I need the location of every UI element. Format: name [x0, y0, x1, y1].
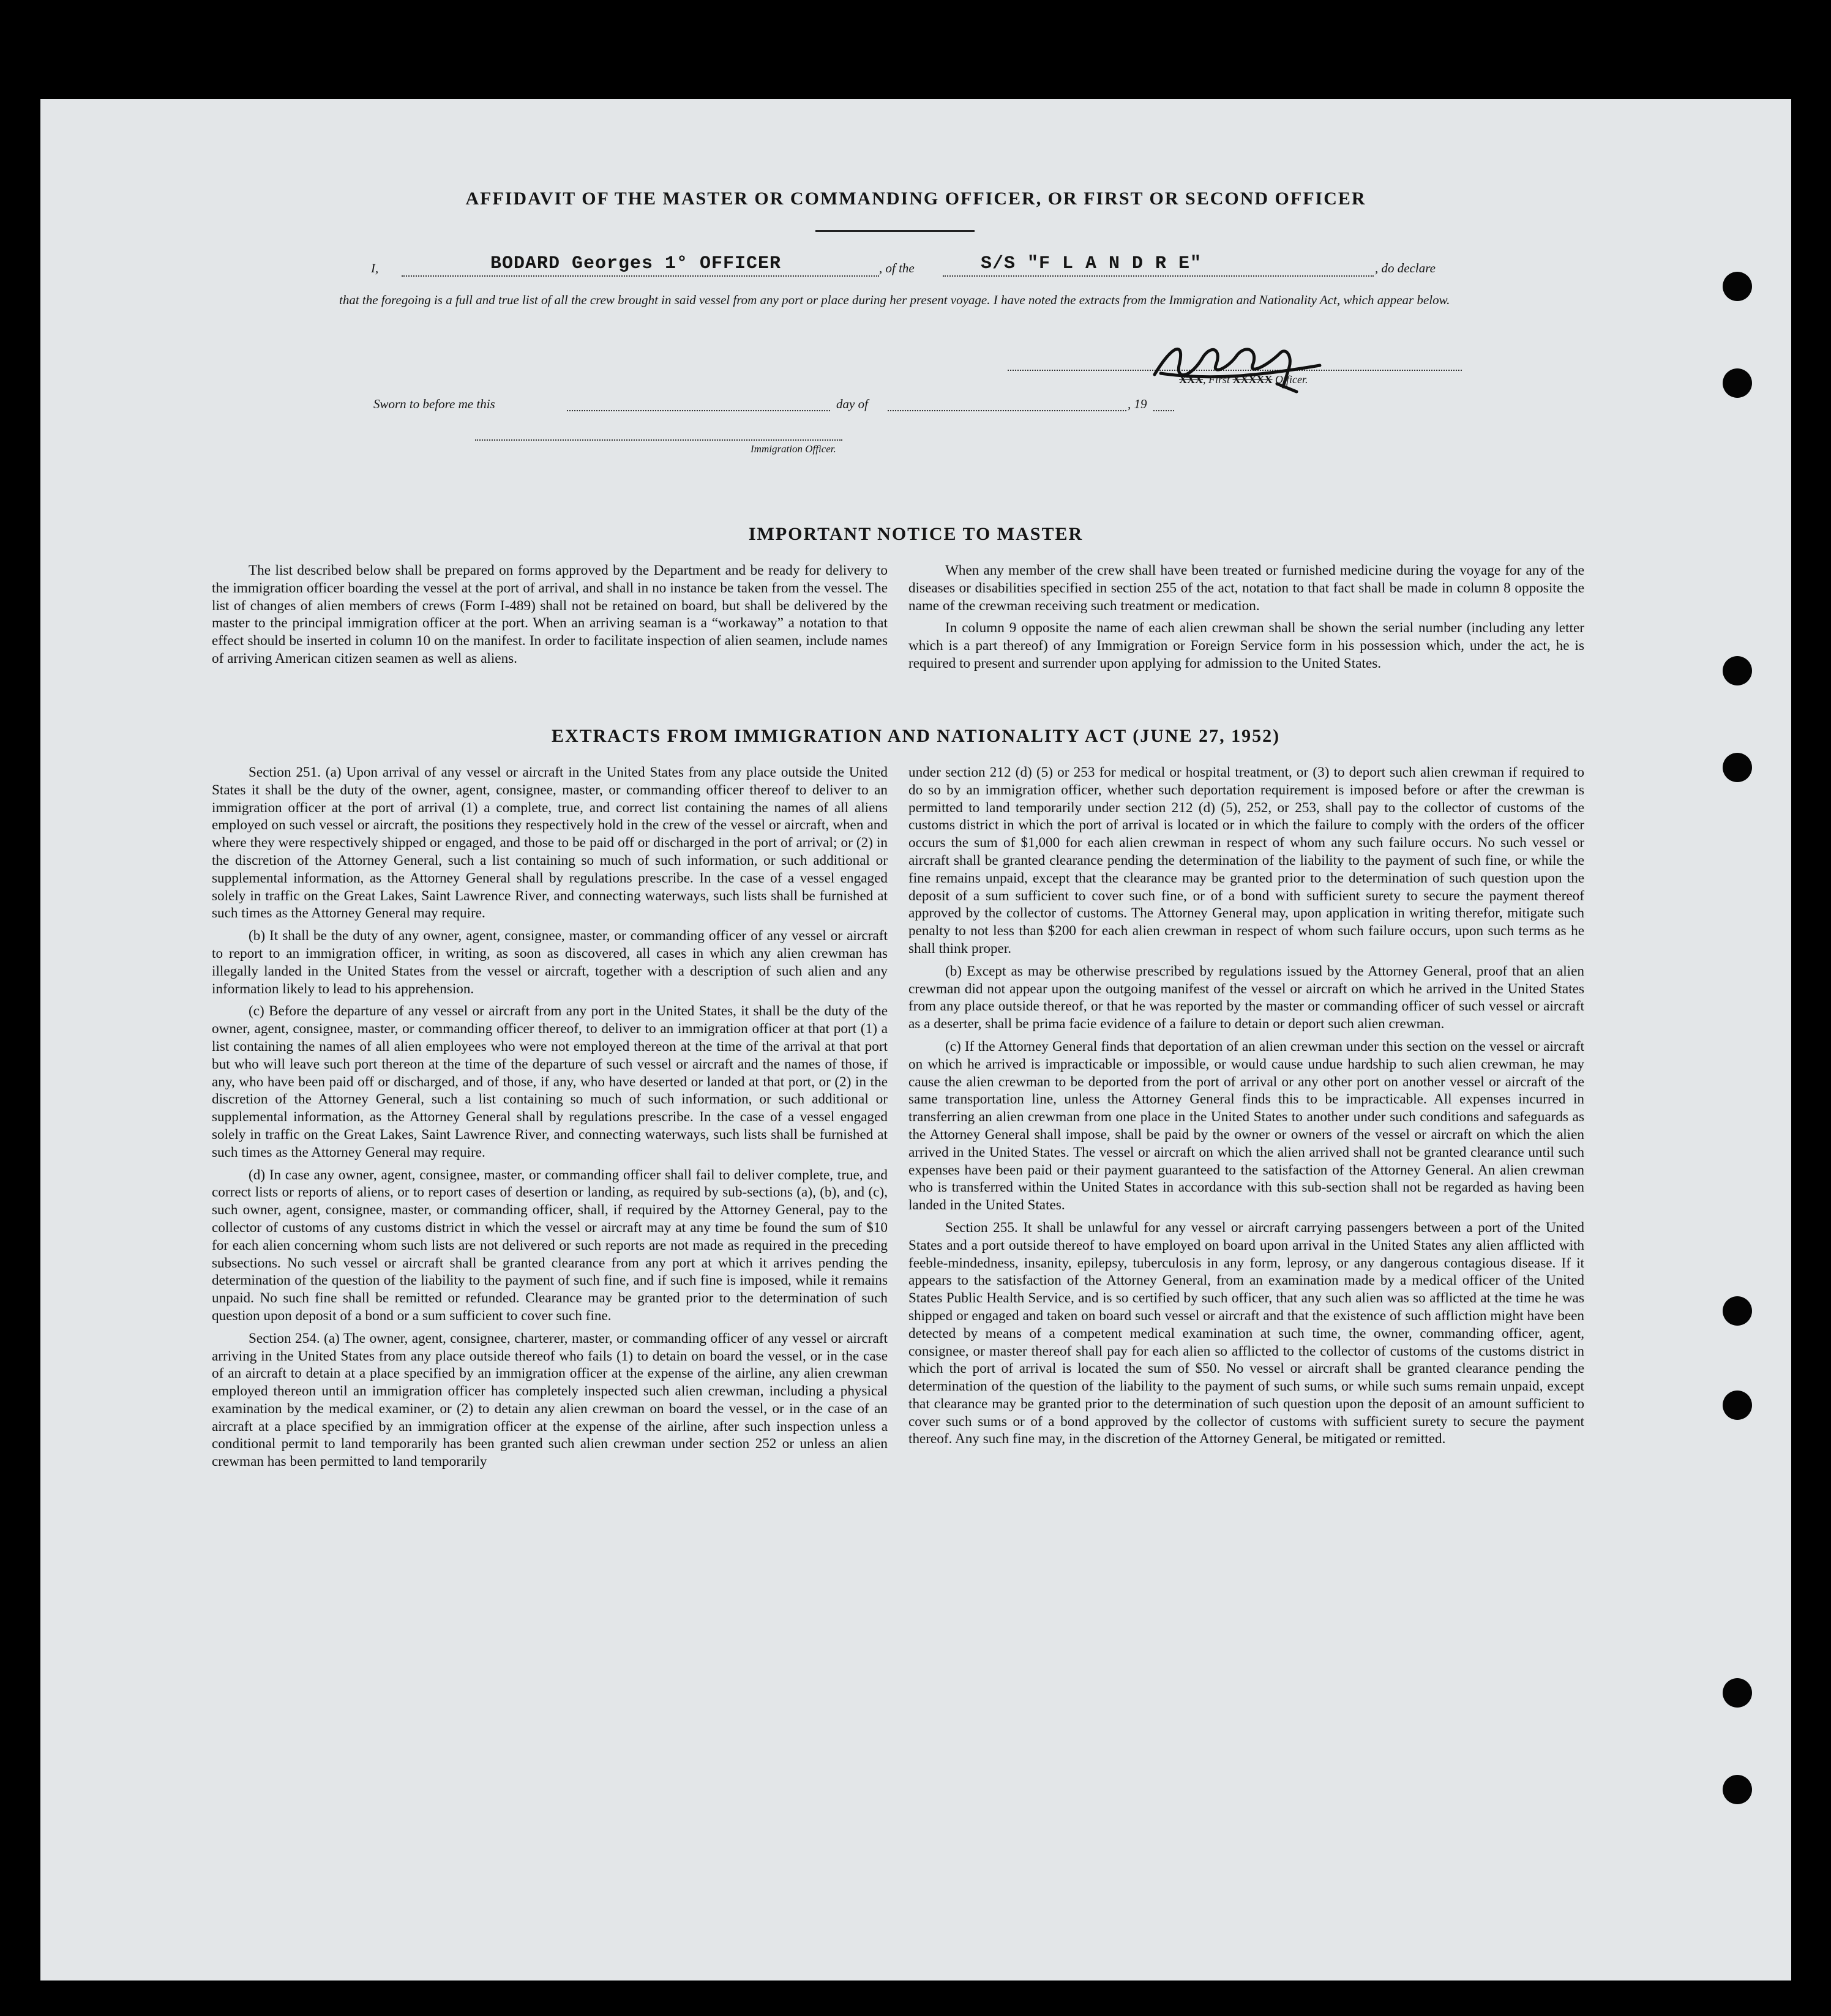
- extract-paragraph: (c) If the Attorney General finds that deportation of an alien crewman under this section on the vessel or aircraft on which he arrived is impracticable or impossible, or would cause undue hardship to such alien crewman, he may cause the alien crewman to be deported from the port of arrival or any other port on another vessel or aircraft of the same transportation line, unless the Attorney General finds this to be impracticable. All expenses incurred in transferring an alien crewman from one place in the United States to another under such conditions and safeguards as the Attorney General shall impose, shall be paid by the owner or owners of the vessel or aircraft on which the alien arrived in the United States. The vessel or aircraft on which the alien arrived shall not be granted clearance until such expenses have been paid or their payment guaranteed to the satisfaction of the Attorney General. An alien crewman who is transferred within the United States in accordance with this sub-section shall not be regarded as having been landed in the United States.: [908, 1038, 1584, 1214]
- of-the-label: , of the: [879, 261, 915, 275]
- extracts-right-column: [908, 764, 1584, 1453]
- declaration-i-label: I,: [371, 261, 379, 275]
- extract-paragraph-continued: under section 212 (d) (5) or 253 for medical or hospital treatment, or (3) to deport such alien crewman if required to do so by an immigration officer, whether such deportation requirement is imposed before or after the crewman is permitted to land temporarily under section 212 (d) (5), 252, or 253, shall pay to the collector of customs of the customs district in which the port of arrival is located or in which the failure to comply with the orders of the officer occurs the sum of $1,000 for each alien crewman in respect of whom any such failure occurs. No such vessel or aircraft shall be granted clearance pending the determination of the liability to the payment of such fine, or while the fine remains unpaid, except that the clearance may be granted prior to the determination of such question upon the deposit of a sum sufficient to cover such fine, or of a bond with sufficient surety to secure the payment thereof approved by the collector of customs. The Attorney General may, upon application in writing therefor, mitigate such penalty to not less than $200 for each alien crewman in respect of whom such failure occurs, upon such terms as he shall think proper.: [908, 764, 1584, 957]
- extract-paragraph: (d) In case any owner, agent, consignee, master, or commanding officer shall fail to deliver complete, true, and correct lists or reports of aliens, or to report cases of desertion or landing, as required by sub-sections (a), (b), and (c), such owner, agent, consignee, master, or commanding officer, shall, if required by the Attorney General, pay to the collector of customs of any customs district in which the vessel or aircraft may at any time be found the sum of $10 for each alien concerning whom such lists are not delivered or such reports are not made as required in the preceding subsections. No such vessel or aircraft shall be granted clearance from any port at which it arrives pending the determination of the question of the liability to the payment of such fine, and if such fine is imposed, while it remains unpaid. No such fine shall be remitted or refunded. Clearance may be granted prior to the determination of such question upon deposit of a bond or a sum sufficient to cover such fine.: [212, 1167, 888, 1324]
- notice-left-column: [212, 562, 888, 673]
- sworn-label: Sworn to before me this: [373, 397, 495, 411]
- officer-title-suffix: Officer.: [1275, 373, 1308, 386]
- immigration-officer-label: Immigration Officer.: [751, 443, 836, 455]
- extract-paragraph: (b) Except as may be otherwise prescribed by regulations issued by the Attorney General, proof that an alien crewman did not appear upon the outgoing manifest of the vessel or aircraft on which he arrived in the United States from any place outside thereof, or that he was reported by the master or commanding officer of such vessel or aircraft as a deserter, shall be prima facie evidence of a failure to detain or deport such alien crewman.: [908, 963, 1584, 1032]
- sworn-month-line: [888, 410, 1126, 411]
- punch-hole: [1723, 753, 1752, 782]
- extract-paragraph: Section 251. (a) Upon arrival of any vessel or aircraft in the United States from any place outside the United States it shall be the duty of the owner, agent, consignee, master, or commanding officer thereof to deliver to an immigration officer at the port of arrival (1) a complete, true, and correct list containing the names of all aliens employed on such vessel or aircraft, the positions they respectively hold in the crew of the vessel or aircraft, when and where they were respectively shipped or engaged, and those to be paid off or discharged in the port of arrival; or (2) in the discretion of the Attorney General, such a list containing so much of such information, or such additional or supplemental information, as the Attorney General shall by regulations prescribe. In the case of a vessel engaged solely in traffic on the Great Lakes, Saint Lawrence River, and connecting waterways, such lists shall be furnished at such times as the Attorney General may require.: [212, 764, 888, 922]
- extract-paragraph: (b) It shall be the duty of any owner, agent, consignee, master, or commanding officer of any vessel or aircraft to report to an immigration officer, in writing, as soon as discovered, all cases in which any alien crewman has illegally landed in the United States from the vessel or aircraft, together with a description of such alien and any information likely to lead to his apprehension.: [212, 928, 888, 997]
- punch-hole: [1723, 656, 1752, 685]
- extract-paragraph: Section 255. It shall be unlawful for any vessel or aircraft carrying passengers between a port of the United States and a port outside thereof to have employed on board upon arrival in the United States any alien afflicted with feeble-mindedness, insanity, epilepsy, tuberculosis in any form, leprosy, or any dangerous contagious disease. If it appears to the satisfaction of the Attorney General, from an examination made by a medical officer of the United States Public Health Service, and is so certified by such officer, that any such alien was so afflicted at the time he was shipped or engaged and taken on board such vessel or aircraft and that the existence of such affliction might have been detected by means of a competent medical examination at such time, the owner, commanding officer, agent, consignee, or master thereof shall pay for each alien so afflicted to the collector of customs of the customs district in which the port of arrival is located the sum of $50. No vessel or aircraft shall be granted clearance pending the determination of the question of the liability to the payment of such sums, or while such sums remain unpaid, except that clearance may be granted prior to the determination of such question upon the deposit of an amount sufficient to cover such sums or of a bond approved by the collector of customs with sufficient surety to secure the payment thereof. Any such fine may, in the discretion of the Attorney General, be mitigated or remitted.: [908, 1219, 1584, 1447]
- officer-title: [1179, 373, 1308, 386]
- title-rule: [815, 230, 975, 232]
- name-line: [402, 275, 879, 277]
- sworn-day-line: [567, 410, 830, 411]
- affidavit-title: AFFIDAVIT OF THE MASTER OR COMMANDING OFFICER, OR FIRST OR SECOND OFFICER: [465, 189, 1366, 209]
- declarant-name: BODARD Georges: [490, 253, 654, 274]
- year-label: , 19: [1128, 397, 1147, 411]
- extract-paragraph: Section 254. (a) The owner, agent, consignee, charterer, master, or commanding officer of any vessel or aircraft arriving in the United States from any place outside thereof who fails (1) to detain on board the vessel, or in the case of an aircraft to detain at a place specified by an immigration officer at the expense of the airline, any alien crewman employed thereon until an immigration officer has completely inspected such alien crewman, including a physical examination by the medical examiner, or (2) to detain any alien crewman on board the vessel, or in the case of an aircraft at a place specified by an immigration officer at the expense of the airline, after such inspection unless a conditional permit to land temporarily has been granted such alien crewman under section 252 or unless an alien crewman has been permitted to land temporarily: [212, 1330, 888, 1470]
- punch-hole: [1723, 368, 1752, 398]
- notice-right-column: [908, 562, 1584, 678]
- punch-hole: [1723, 272, 1752, 301]
- officer-title-struck-rank: XXXXX: [1232, 373, 1273, 386]
- officer-title-first: , First: [1203, 373, 1230, 386]
- vessel-name: S/S "F L A N D R E": [981, 253, 1202, 274]
- year-line: [1153, 410, 1174, 411]
- extracts-left-column: [212, 764, 888, 1476]
- officer-title-struck-prefix: XXX: [1179, 373, 1203, 386]
- extracts-title: EXTRACTS FROM IMMIGRATION AND NATIONALITY ACT (JUNE 27, 1952): [551, 726, 1281, 746]
- notice-right-paragraph: In column 9 opposite the name of each alien crewman shall be shown the serial number (including any letter which is a part thereof) of any Immigration or Foreign Service form in his possession which, under the act, he is required to present and surrender upon applying for admission to the United States.: [908, 620, 1584, 671]
- punch-hole: [1723, 1391, 1752, 1420]
- punch-hole: [1723, 1775, 1752, 1804]
- document-page: [40, 99, 1791, 1981]
- officer-signature: [1136, 332, 1338, 399]
- declaration-text: that the foregoing is a full and true list of all the crew brought in said vessel from any port or place during her present voyage. I have noted the extracts from the Immigration and Nationality Act, which appear below.: [339, 293, 1450, 307]
- notice-title: IMPORTANT NOTICE TO MASTER: [748, 524, 1084, 544]
- extract-paragraph: (c) Before the departure of any vessel or aircraft from any port in the United States, it shall be the duty of the owner, agent, consignee, master, or commanding officer thereof, to deliver to an immigration officer at that port (1) a list containing the names of all alien employees who were not employed thereon at the time of the arrival at that port but who will leave such port thereon at the time of the departure of such vessel or aircraft and the names of those, if any, who have been paid off or discharged, and of those, if any, who have deserted or landed at that port, or (2) in the discretion of the Attorney General, such a list containing so much of such information, or such additional or supplemental information, as the Attorney General shall by regulations prescribe. In the case of a vessel engaged solely in traffic on the Great Lakes, Saint Lawrence River, and connecting waterways, such lists shall be furnished at such times as the Attorney General may require.: [212, 1003, 888, 1160]
- punch-hole: [1723, 1678, 1752, 1708]
- notice-right-paragraph: When any member of the crew shall have been treated or furnished medicine during the voyage for any of the diseases or disabilities specified in section 255 of the act, notation to that fact shall be made in column 8 opposite the name of the crewman receiving such treatment or medication.: [908, 562, 1584, 614]
- immigration-officer-line: [475, 439, 842, 441]
- do-declare-label: , do declare: [1375, 261, 1436, 275]
- punch-hole: [1723, 1296, 1752, 1326]
- notice-left-paragraph: The list described below shall be prepared on forms approved by the Department and be ready for delivery to the immigration officer boarding the vessel at the port of arrival, and shall in no instance be taken from the vessel. The list of changes of alien members of crews (Form I-489) shall not be retained on board, but shall be delivered by the master to the principal immigration officer at the port. When an arriving seaman is a “workaway” a notation to that effect should be inserted in column 10 on the manifest. In order to facilitate inspection of alien seamen, include names of arriving American citizen seamen as well as aliens.: [212, 562, 888, 666]
- vessel-line: [943, 275, 1374, 277]
- day-of-label: day of: [836, 397, 868, 411]
- declarant-rank: 1° OFFICER: [665, 253, 782, 274]
